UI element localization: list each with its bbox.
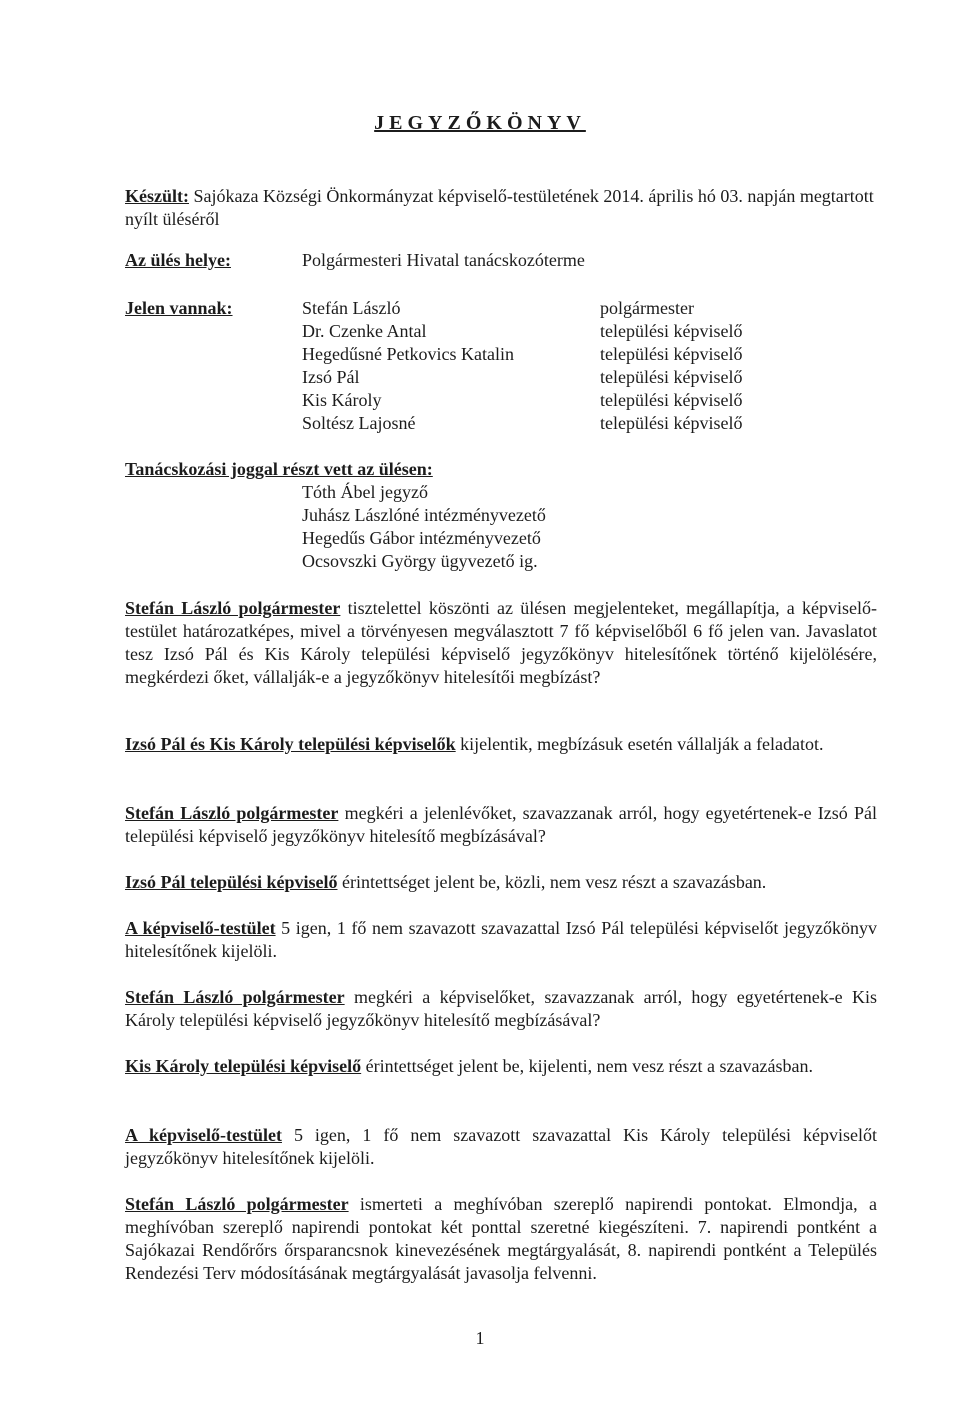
paragraph-text: érintettséget jelent be, közli, nem vesz részt a szavazásban. — [337, 872, 767, 892]
guest-item: Juhász Lászlóné intézményvezető — [302, 505, 546, 525]
present-label: Jelen vannak: — [125, 298, 233, 318]
made-text: Sajókaza Községi Önkormányzat képviselő-testületének 2014. április hó 03. napján megtartott nyílt üléséről — [125, 186, 874, 229]
paragraph-6 — [125, 986, 877, 1032]
member-name: Hegedűsné Petkovics Katalin — [302, 344, 514, 364]
member-name: Dr. Czenke Antal — [302, 321, 427, 341]
paragraph-4 — [125, 871, 877, 894]
paragraph-speaker: Stefán László polgármester — [125, 987, 345, 1007]
member-role: települési képviselő — [600, 390, 743, 410]
document-title: JEGYZŐKÖNYV — [374, 112, 586, 134]
guest-item: Hegedűs Gábor intézményvezető — [302, 528, 541, 548]
member-role: települési képviselő — [600, 367, 743, 387]
guest-item: Tóth Ábel jegyző — [302, 482, 428, 502]
member-role: települési képviselő — [600, 344, 743, 364]
paragraph-speaker: A képviselő-testület — [125, 1125, 282, 1145]
present-roles-list — [600, 297, 742, 435]
paragraph-3 — [125, 802, 877, 848]
guests-label: Tanácskozási joggal részt vett az ülésen: — [125, 459, 433, 479]
paragraph-speaker: Stefán László polgármester — [125, 803, 339, 823]
member-name: Izsó Pál — [302, 367, 360, 387]
paragraph-8 — [125, 1124, 877, 1170]
paragraph-text: ismerteti a meghívóban szereplő napirendi pontokat. Elmondja, a meghívóban szereplő napirendi pontokat két ponttal szeretné kiegészíteni. 7. napirendi pontként a Sajókazai Rendőrőrs őrsparancsnok kinevezésének megtárgyalását, 8. napirendi pontként a Település Rendezési Terv módosításának megtárgyalását javasolja felvenni. — [125, 1194, 877, 1283]
paragraph-5 — [125, 917, 877, 963]
paragraph-text: megkéri a képviselőket, szavazzanak arról, hogy egyetértenek-e Kis Károly települési képviselő jegyzőkönyv hitelesítő megbízásával? — [125, 987, 878, 1030]
paragraph-2 — [125, 733, 877, 756]
paragraph-speaker: Kis Károly települési képviselő — [125, 1056, 362, 1076]
member-role: polgármester — [600, 298, 694, 318]
paragraph-7 — [125, 1055, 877, 1078]
guest-item: Ocsovszki György ügyvezető ig. — [302, 551, 538, 571]
page-number: 1 — [475, 1328, 485, 1348]
paragraph-text: érintettséget jelent be, kijelenti, nem vesz részt a szavazásban. — [361, 1056, 813, 1076]
paragraph-1 — [125, 597, 877, 689]
present-names-list — [302, 297, 514, 435]
paragraph-text: megkéri a jelenlévőket, szavazzanak arról, hogy egyetértenek-e Izsó Pál települési képviselő jegyzőkönyv hitelesítő megbízásával? — [125, 803, 878, 846]
paragraph-speaker: Izsó Pál és Kis Károly települési képviselők — [125, 734, 456, 754]
paragraph-text: kijelentik, megbízásuk esetén vállalják a feladatot. — [455, 734, 824, 754]
member-role: települési képviselő — [600, 413, 743, 433]
venue-label: Az ülés helye: — [125, 250, 231, 270]
paragraph-text: 5 igen, 1 fő nem szavazott szavazattal Izsó Pál települési képviselőt jegyzőkönyv hitelesítőnek kijelöli. — [125, 918, 877, 961]
member-role: települési képviselő — [600, 321, 743, 341]
paragraph-speaker: Stefán László polgármester — [125, 598, 341, 618]
venue-text: Polgármesteri Hivatal tanácskozóterme — [302, 250, 585, 270]
member-name: Stefán László — [302, 298, 401, 318]
paragraph-text: tisztelettel köszönti az ülésen megjelenteket, megállapítja, a képviselő-testület határozatképes, mivel a törvényesen megválasztott 7 fő képviselőből 6 fő jelen van. Javaslatot tesz Izsó Pál és Kis Károly települési képviselő jegyzőkönyv hitelesítőnek történő kijelölésére, megkérdezi őket, vállalják-e a jegyzőkönyv hitelesítői megbízást? — [125, 598, 877, 687]
paragraph-speaker: Stefán László polgármester — [125, 1194, 349, 1214]
paragraph-speaker: A képviselő-testület — [125, 918, 276, 938]
paragraph-speaker: Izsó Pál települési képviselő — [125, 872, 338, 892]
paragraph-text: 5 igen, 1 fő nem szavazott szavazattal Kis Károly települési képviselőt jegyzőkönyv hitelesítőnek kijelöli. — [125, 1125, 878, 1168]
paragraph-9 — [125, 1193, 877, 1285]
member-name: Soltész Lajosné — [302, 413, 416, 433]
guests-list — [302, 481, 546, 573]
made-label: Készült: — [125, 186, 189, 206]
made-statement — [125, 185, 877, 231]
member-name: Kis Károly — [302, 390, 382, 410]
